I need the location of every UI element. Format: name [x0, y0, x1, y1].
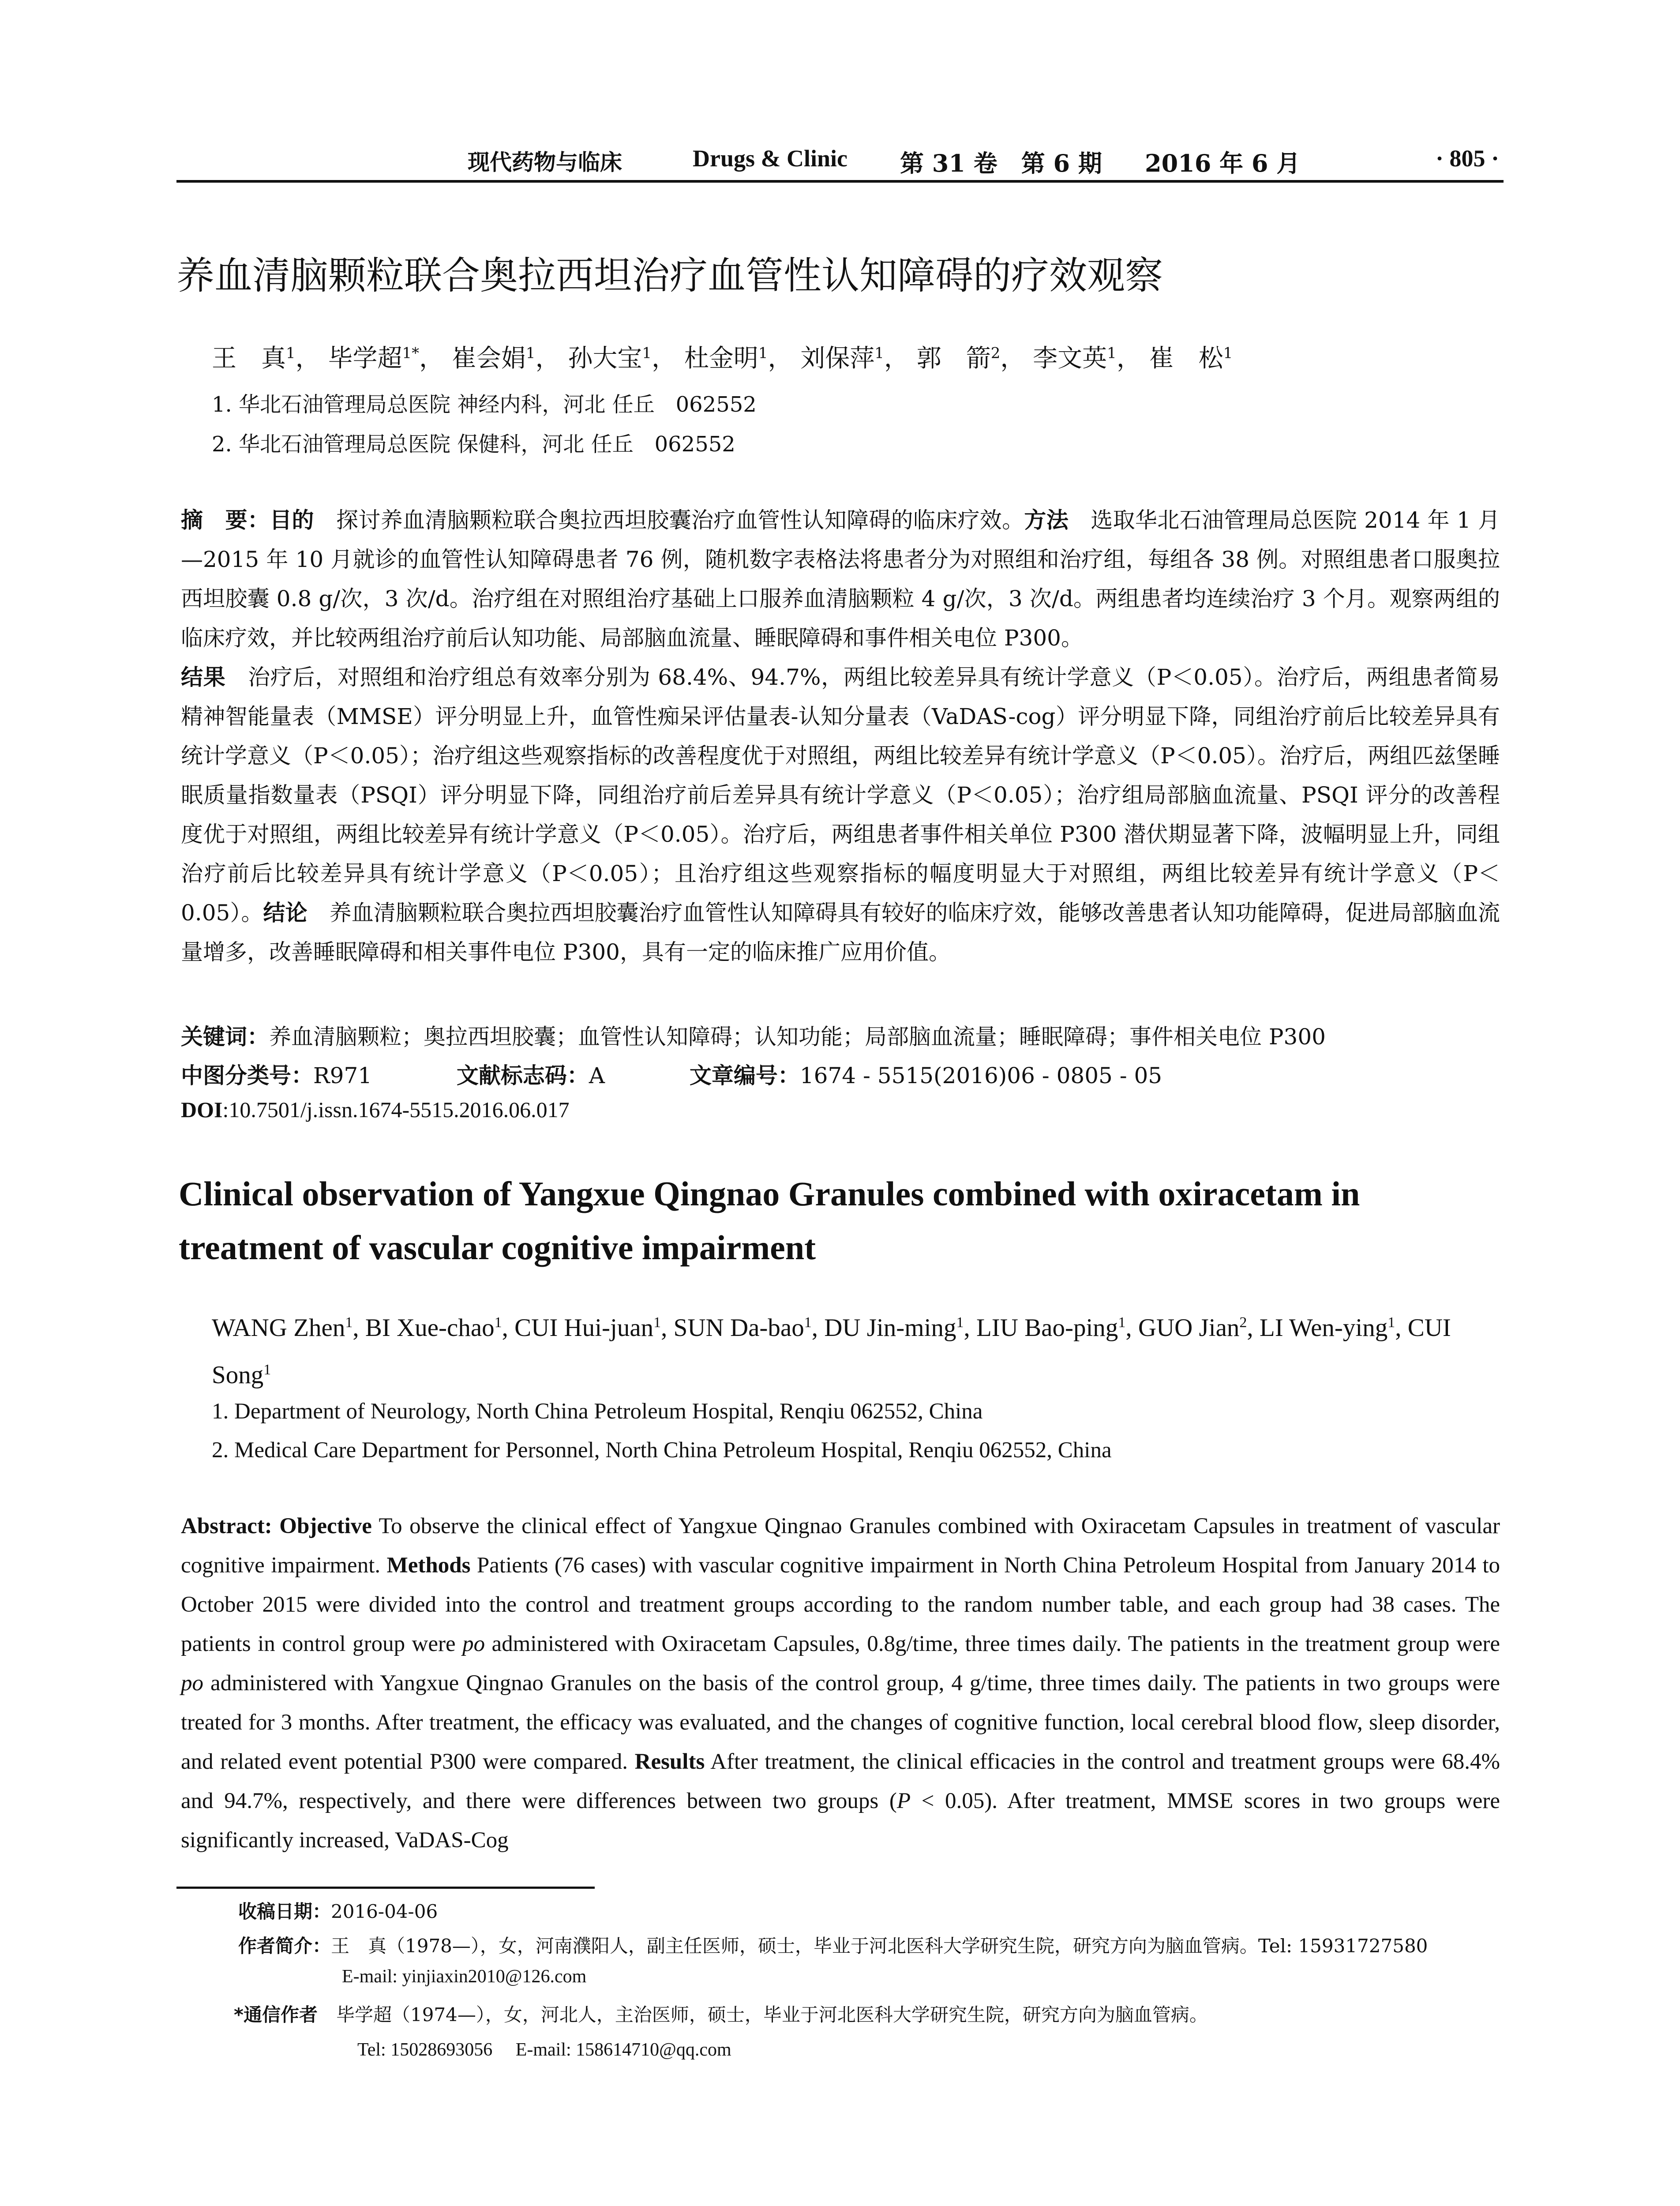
corresponding-label: *通信作者	[234, 2004, 318, 2026]
title-cn: 养血清脑颗粒联合奥拉西坦治疗血管性认知障碍的疗效观察	[176, 254, 1163, 298]
authors-cn: 王 真$^1$， 毕学超$^{1*}$， 崔会娟$^1$， 孙大宝$^1$， 杜金明$^1$， 刘保萍$^1$， 郭 箭$^2$， 李文英$^1$， 崔 松$^1$	[212, 344, 1233, 373]
page-number: · 805 ·	[1435, 145, 1499, 172]
po-abbrev: po	[181, 1671, 203, 1696]
author-cn: 刘保萍$^1$	[800, 344, 884, 373]
author-cn: 毕学超$^{1*}$	[328, 344, 420, 373]
corresponding-line-2: Tel: 15028693056 E-mail: 158614710@qq.com	[357, 2040, 731, 2060]
affiliation-en-1: 1. Department of Neurology, North China Petroleum Hospital, Renqiu 062552, China	[212, 1399, 983, 1424]
clc-label: 中图分类号：	[181, 1063, 313, 1088]
author-en: CUI Song$^1$	[212, 1314, 1451, 1389]
received-value: 2016-04-06	[331, 1901, 438, 1922]
author-cn: 崔 松$^1$	[1149, 344, 1233, 373]
footnote-divider	[176, 1887, 595, 1889]
author-cn: 孙大宝$^1$	[568, 344, 652, 373]
author-cn: 王 真$^1$	[212, 344, 296, 373]
results-label-en: Results	[634, 1749, 705, 1774]
author-cn: 李文英$^1$	[1033, 344, 1117, 373]
author-en: LIU Bao-ping$^1$	[976, 1314, 1126, 1342]
abstract-cn	[181, 501, 1500, 972]
keywords-cn	[181, 1019, 1326, 1051]
article-id-value: 1674 - 5515(2016)06 - 0805 - 05	[799, 1063, 1162, 1088]
doi-line	[181, 1097, 570, 1122]
author-en: GUO Jian$^2$	[1138, 1314, 1247, 1342]
results-label-cn: 结果	[181, 664, 226, 690]
author-bio-line-2: E-mail: yinjiaxin2010@126.com	[342, 1966, 587, 1987]
keywords-label: 关键词：	[181, 1024, 269, 1050]
journal-name-cn: 现代药物与临床	[468, 149, 622, 175]
received-date	[238, 1897, 438, 1924]
objective-text-en: To observe the clinical effect of Yangxue Qingnao Granules combined with Oxiracetam Capsules in treatment of vascular cognitive impairment.	[181, 1514, 1500, 1578]
affiliation-cn-1: 1. 华北石油管理局总医院 神经内科，河北 任丘 062552	[212, 392, 757, 417]
title-en: Clinical observation of Yangxue Qingnao Granules combined with oxiracetam in treatment of vascular cognitive impairment	[179, 1174, 1360, 1267]
conclusion-text-cn: 养血清脑颗粒联合奥拉西坦胶囊治疗血管性认知障碍具有较好的临床疗效，能够改善患者认知功能障碍，促进局部脑血流量增多，改善睡眠障碍和相关事件电位 P300，具有一定的临床推广应用价值。	[181, 900, 1500, 965]
author-bio	[238, 1932, 1428, 1958]
author-bio-label: 作者简介：	[238, 1935, 331, 1957]
results-text-en-1: After treatment, the clinical efficacies in the control and treatment groups were 68.4% and 94.7%, respectively, and there were differences between two groups (	[181, 1749, 1500, 1813]
author-en: LI Wen-ying$^1$	[1259, 1314, 1395, 1342]
affiliation-cn-2: 2. 华北石油管理局总医院 保健科，河北 任丘 062552	[212, 432, 735, 457]
corresponding-line-1: 毕学超（1974—），女，河北人，主治医师，硕士，毕业于河北医科大学研究生院，研究方向为脑血管病。	[336, 2004, 1208, 2026]
objective-text-cn: 探讨养血清脑颗粒联合奥拉西坦胶囊治疗血管性认知障碍的临床疗效。	[314, 507, 1024, 533]
doi-label: DOI	[181, 1097, 223, 1122]
clc-value: R971	[313, 1063, 372, 1088]
doc-code-label: 文献标志码：	[456, 1063, 589, 1088]
author-cn: 杜金明$^1$	[684, 344, 768, 373]
methods-label-cn: 方法	[1024, 507, 1069, 533]
article-id-label: 文章编号：	[689, 1063, 800, 1088]
author-cn: 郭 箭$^2$	[916, 344, 1001, 373]
author-en: WANG Zhen$^1$	[212, 1314, 353, 1342]
author-en: BI Xue-chao$^1$	[365, 1314, 502, 1342]
objective-label-cn: 目的	[270, 507, 314, 533]
author-en: CUI Hui-juan$^1$	[514, 1314, 661, 1342]
methods-label-en: Methods	[386, 1553, 471, 1578]
results-text-en-2: < 0.05). After treatment, MMSE scores in two groups were significantly increased, VaDAS-Cog	[181, 1789, 1500, 1853]
abstract-label-cn: 摘 要：	[181, 507, 270, 533]
results-text-cn: 治疗后，对照组和治疗组总有效率分别为 68.4%、94.7%，两组比较差异具有统计学意义（P＜0.05）。治疗后，两组患者简易精神智能量表（MMSE）评分明显上升，血管性痴呆评估量表-认知分量表（VaDAS-cog）评分明显下降，同组治疗前后比较差异具有统计学意义（P＜0.05）；治疗组这些观察指标的改善程度优于对照组，两组比较差异有统计学意义（P＜0.05）。治疗后，两组匹兹堡睡眠质量指数量表（PSQI）评分明显下降，同组治疗前后差异具有统计学意义（P＜0.05）；治疗组局部脑血流量、PSQI 评分的改善程度优于对照组，两组比较差异有统计学意义（P＜0.05）。治疗后，两组患者事件相关单位 P300 潜伏期显著下降，波幅明显上升，同组治疗前后比较差异具有统计学意义（P＜0.05）；且治疗组这些观察指标的幅度明显大于对照组，两组比较差异有统计学意义（P＜0.05）。	[181, 664, 1500, 926]
volume-issue: 第 31 卷 第 6 期	[900, 149, 1102, 177]
abstract-label-en: Abstract: Objective	[181, 1514, 372, 1538]
methods-text-cn: 选取华北石油管理局总医院 2014 年 1 月—2015 年 10 月就诊的血管性认知障碍患者 76 例，随机数字表格法将患者分为对照组和治疗组，每组各 38 例。对照组患者口服奥拉西坦胶囊 0.8 g/次，3 次/d。治疗组在对照组治疗基础上口服养血清脑颗粒 4 g/次，3 次/d。两组患者均连续治疗 3 个月。观察两组的临床疗效，并比较两组治疗前后认知功能、局部脑血流量、睡眠障碍和事件相关电位 P300。	[181, 507, 1500, 651]
authors-en: WANG Zhen$^1$, BI Xue-chao$^1$, CUI Hui-juan$^1$, SUN Da-bao$^1$, DU Jin-ming$^1$, LIU Bao-ping$^1$, GUO Jian$^2$, LI Wen-ying$^1$, CUI Song$^1$	[212, 1314, 1451, 1389]
doc-code-value: A	[589, 1063, 605, 1088]
journal-name-en: Drugs & Clinic	[693, 145, 848, 172]
author-en: DU Jin-ming$^1$	[824, 1314, 964, 1342]
classification-line	[181, 1058, 1162, 1090]
author-cn: 崔会娟$^1$	[451, 344, 536, 373]
issue-date: 2016 年 6 月	[1145, 149, 1301, 177]
methods-text-en-3: administered with Yangxue Qingnao Granules on the basis of the control group, 4 g/time, three times daily. The patients in two groups were treated for 3 months. After treatment, the efficacy was evaluated, and the changes of cognitive function, local cerebral blood flow, sleep disorder, and related event potential P300 were compared.	[181, 1671, 1500, 1774]
author-bio-line-1: 王 真（1978—），女，河南濮阳人，副主任医师，硕士，毕业于河北医科大学研究生院，研究方向为脑血管病。Tel: 15931727580	[331, 1935, 1428, 1957]
author-en: SUN Da-bao$^1$	[673, 1314, 812, 1342]
po-abbrev: po	[462, 1632, 485, 1656]
keywords-text: 养血清脑颗粒；奥拉西坦胶囊；血管性认知障碍；认知功能；局部脑血流量；睡眠障碍；事件相关电位 P300	[269, 1024, 1326, 1050]
methods-text-en-2: administered with Oxiracetam Capsules, 0.8g/time, three times daily. The patients in the treatment group were	[485, 1632, 1500, 1656]
doi-value: :10.7501/j.issn.1674-5515.2016.06.017	[222, 1097, 570, 1122]
conclusion-label-cn: 结论	[263, 900, 308, 926]
running-header	[176, 140, 1504, 183]
abstract-en	[181, 1507, 1500, 1860]
affiliation-en-2: 2. Medical Care Department for Personnel, North China Petroleum Hospital, Renqiu 062552, China	[212, 1438, 1112, 1463]
p-symbol: P	[896, 1789, 911, 1813]
methods-text-en-1: Patients (76 cases) with vascular cognitive impairment in North China Petroleum Hospital from January 2014 to October 2015 were divided into the control and treatment groups according to the random number table, and each group had 38 cases. The patients in control group were	[181, 1553, 1500, 1656]
corresponding-author	[234, 2000, 1208, 2027]
received-label: 收稿日期：	[238, 1901, 331, 1922]
